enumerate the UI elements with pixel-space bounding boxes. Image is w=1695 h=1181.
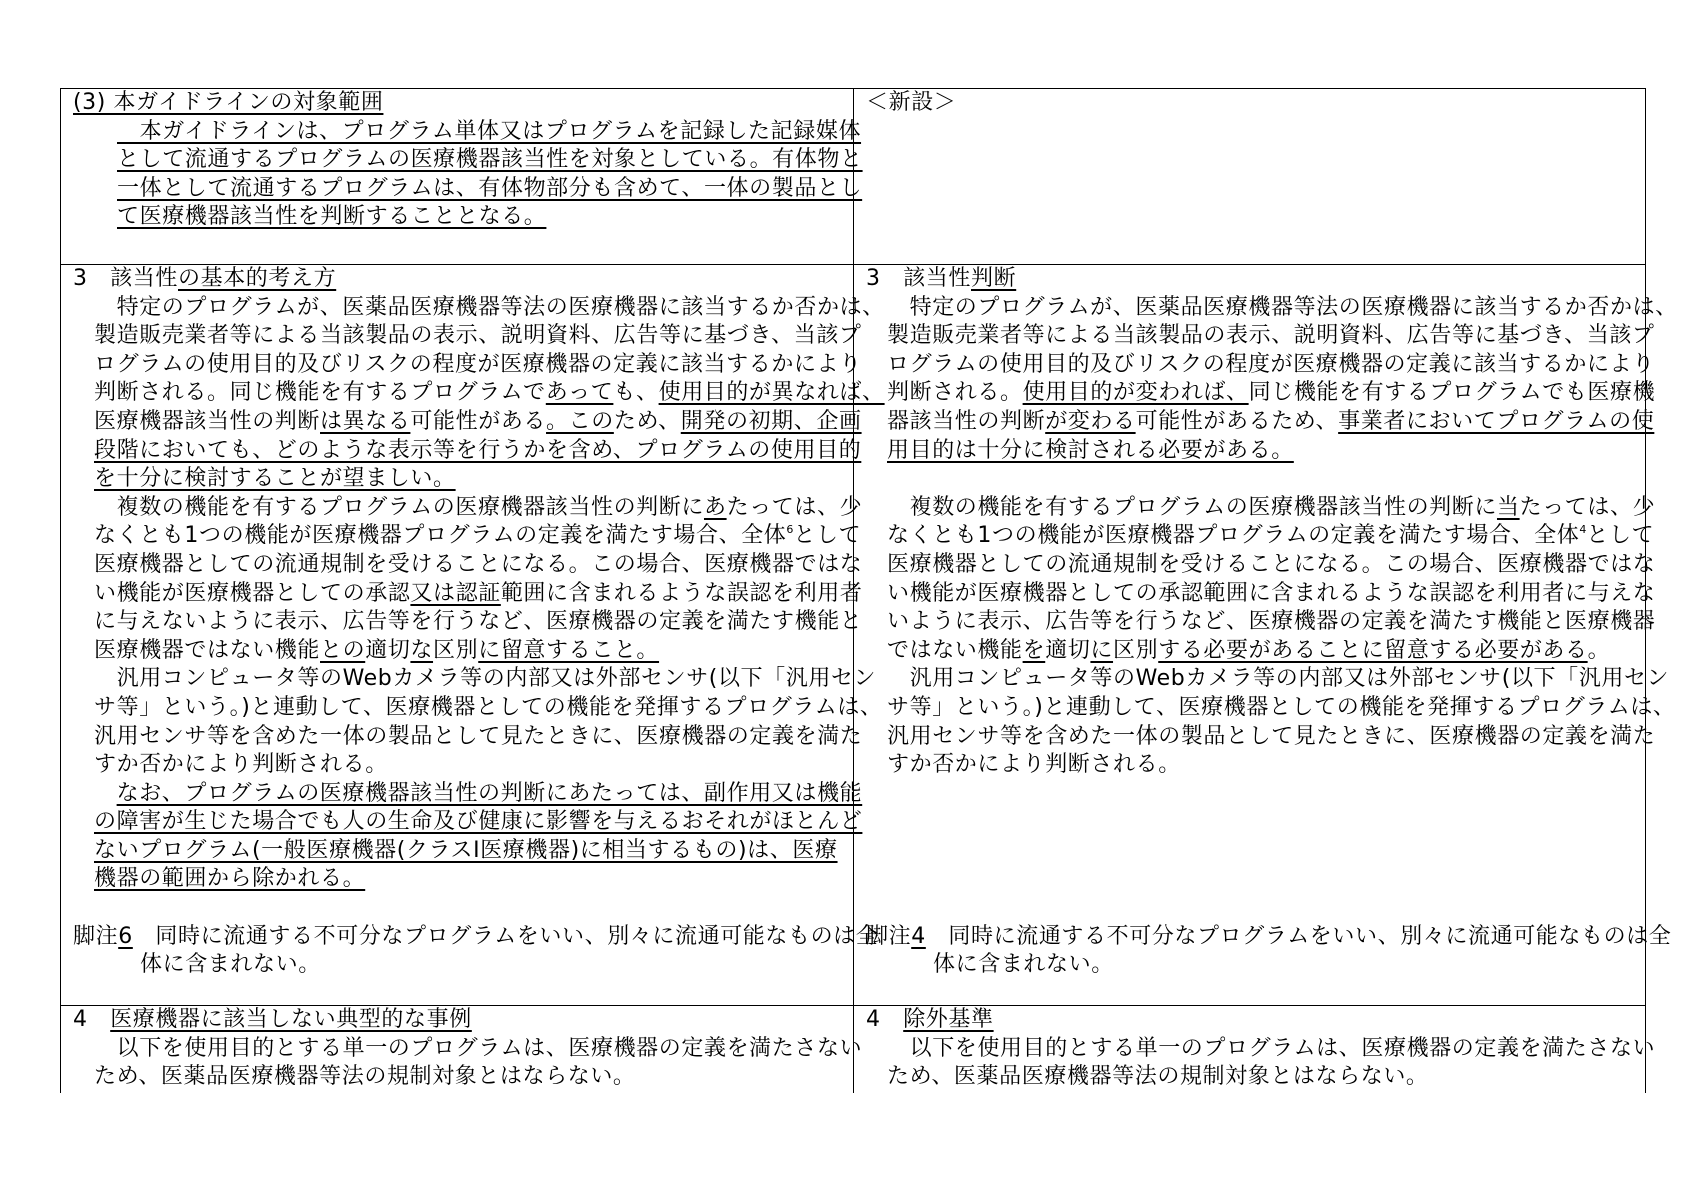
text-segment: 体に含まれない。 <box>933 952 1114 978</box>
text-line <box>94 379 885 408</box>
text-segment: 3 該当性 <box>73 266 178 291</box>
underlined-text: なお、プログラムの医療機器該当性の判断にあたっては、副作用又は機能 <box>116 780 863 806</box>
underlined-text: あって <box>545 380 614 406</box>
text-line <box>887 808 1645 837</box>
text-line <box>117 175 863 204</box>
text-line <box>94 694 883 723</box>
underlined-text: が変わる <box>1045 408 1136 434</box>
underlined-text: 段階においても、どのような表示等を行うかを含め、プログラムの使用目的 <box>94 437 862 463</box>
text-segment: ではない機能 <box>887 637 1023 663</box>
text-segment: も、 <box>613 380 659 406</box>
text-line <box>887 723 1656 752</box>
text-segment: 適切 <box>365 637 411 663</box>
text-line <box>94 780 863 809</box>
text-segment: として <box>793 523 862 549</box>
text-segment: たっては、少 <box>726 494 863 520</box>
comparison-table <box>60 88 1678 1093</box>
text-line <box>887 780 1645 809</box>
table-row <box>60 88 1646 264</box>
text-line <box>117 118 862 147</box>
revised-text-cell <box>60 265 885 1005</box>
text-segment: として <box>1586 523 1655 549</box>
table-row <box>60 264 1678 1005</box>
underlined-text: に留意すること。 <box>478 637 660 663</box>
underlined-text: 又は認証 <box>410 580 501 606</box>
text-segment: たっては、少 <box>1519 494 1656 520</box>
text-segment: 4 <box>73 1007 111 1032</box>
text-segment: 同時に流通する不可分なプログラムをいい、別々に流通可能なものは全 <box>132 923 879 949</box>
underlined-text: 本ガイドラインは、プログラム単体又はプログラムを記録した記録媒体 <box>117 118 862 144</box>
text-segment: 特定のプログラムが、医薬品医療機器等法の医療機器に該当するか否かは、 <box>94 294 885 320</box>
underlined-text: (3) 本ガイドラインの対象範囲 <box>73 90 384 115</box>
text-line <box>887 751 1645 780</box>
text-line <box>94 637 853 666</box>
text-line <box>94 437 862 466</box>
text-line <box>94 665 877 694</box>
text-segment: 脚注 <box>866 923 912 949</box>
text-segment: 3 該当性 <box>866 266 971 291</box>
text-line <box>887 351 1655 380</box>
text-line <box>887 665 1670 694</box>
text-segment: ため、 <box>613 408 681 434</box>
underlined-text: の障害が生じた場合でも人の生命及び健康に影響を与えるおそれがほとんど <box>94 809 863 835</box>
revised-text-cell <box>60 89 863 264</box>
underlined-text: 6 <box>118 923 133 949</box>
text-segment: 4 <box>866 1007 904 1032</box>
table-row <box>60 1005 1656 1093</box>
underlined-text: に <box>1090 637 1114 663</box>
text-line <box>117 146 863 175</box>
text-segment: 適切 <box>1045 637 1091 663</box>
underlined-text: 除外基準 <box>903 1007 994 1032</box>
text-line <box>887 894 1645 923</box>
text-segment: 医療機器としての流通規制を受けることになる。この場合、医療機器ではな <box>94 551 863 577</box>
text-segment: 汎用センサ等を含めた一体の製品として見たときに、医療機器の定義を満た <box>887 723 1656 749</box>
text-line <box>94 1035 863 1064</box>
text-segment: ＜新設＞ <box>866 90 957 115</box>
text-line <box>887 694 1676 723</box>
text-segment: すか否かにより判断される。 <box>94 752 388 778</box>
text-line <box>887 465 1645 494</box>
text-line <box>94 608 863 637</box>
text-line <box>887 608 1656 637</box>
section-heading-line <box>73 265 853 294</box>
text-segment: 区別 <box>433 637 479 663</box>
text-segment: 特定のプログラムが、医薬品医療機器等法の医療機器に該当するか否かは、 <box>887 294 1678 320</box>
text-line <box>94 723 863 752</box>
text-segment: に与えないように表示、広告等を行うなど、医療機器の定義を満たす機能と <box>94 609 863 635</box>
text-line <box>887 437 1645 466</box>
underlined-text: な <box>410 637 434 663</box>
underlined-text: との <box>320 637 366 663</box>
text-segment: 同時に流通する不可分なプログラムをいい、別々に流通可能なものは全 <box>925 923 1672 949</box>
text-segment: 器該当性の判断 <box>887 408 1046 434</box>
underlined-text: 。この <box>546 408 614 434</box>
text-segment: 可能性があるため、 <box>1135 408 1339 434</box>
text-line <box>94 751 853 780</box>
text-line <box>94 837 853 866</box>
underlined-text: 4 <box>911 923 926 949</box>
text-segment: 範囲に含まれるような誤認を利用者 <box>500 580 863 606</box>
text-line <box>94 494 863 523</box>
text-line <box>887 1063 1645 1092</box>
text-segment: 。 <box>1587 637 1611 663</box>
text-segment: 製造販売業者等による当該製品の表示、説明資料、広告等に基づき、当該プ <box>887 323 1655 349</box>
text-segment: すか否かにより判断される。 <box>887 752 1181 778</box>
text-segment: ログラムの使用目的及びリスクの程度が医療機器の定義に該当するかにより <box>887 351 1655 377</box>
text-segment: 判断される。 <box>887 380 1023 406</box>
underlined-text: として流通するプログラムの医療機器該当性を対象としている。有体物と <box>117 147 863 173</box>
section-heading-line <box>866 89 1645 118</box>
text-line <box>887 865 1645 894</box>
underlined-text: の基本的考え方 <box>178 266 337 291</box>
text-line <box>140 951 853 980</box>
underlined-text: 判断 <box>971 266 1017 291</box>
text-line <box>887 294 1678 323</box>
text-line <box>887 379 1656 408</box>
text-line <box>94 351 862 380</box>
text-segment: ログラムの使用目的及びリスクの程度が医療機器の定義に該当するかにより <box>94 351 862 377</box>
text-line <box>117 203 853 232</box>
underlined-text: 使用目的が異なれば、 <box>658 380 885 406</box>
text-segment: いように表示、広告等を行うなど、医療機器の定義を満たす機能と医療機器 <box>887 609 1656 635</box>
underlined-text: は異なる <box>320 408 411 434</box>
underlined-text: 当 <box>1496 494 1520 520</box>
text-segment: サ等」という。)と連動して、医療機器としての機能を発揮するプログラムは、 <box>887 694 1676 720</box>
text-segment: 汎用コンピュータ等のWebカメラ等の内部又は外部センサ(以下「汎用セン <box>887 666 1670 692</box>
text-segment: なくとも1つの機能が医療機器プログラムの定義を満たす場合、全体 <box>94 523 787 549</box>
text-line <box>887 494 1656 523</box>
text-segment: い機能が医療機器としての承認範囲に含まれるような誤認を利用者に与えな <box>887 580 1656 606</box>
text-line <box>94 580 863 609</box>
text-segment: ため、医薬品医療機器等法の規制対象とはならない。 <box>94 1064 636 1090</box>
footnote-reference: 6 <box>786 523 794 537</box>
text-segment: 医療機器該当性の判断 <box>94 408 321 434</box>
underlined-text: を十分に検討することが望ましい。 <box>94 466 456 492</box>
text-segment: 複数の機能を有するプログラムの医療機器該当性の判断に <box>94 494 704 520</box>
section-heading-line <box>866 265 1645 294</box>
underlined-text: 使用目的が変われば、 <box>1022 380 1249 406</box>
underlined-text: あ <box>703 494 727 520</box>
text-segment: 汎用コンピュータ等のWebカメラ等の内部又は外部センサ(以下「汎用セン <box>94 666 877 692</box>
text-line <box>94 894 853 923</box>
text-segment: い機能が医療機器としての承認 <box>94 580 411 606</box>
text-line <box>94 294 885 323</box>
text-segment: 汎用センサ等を含めた一体の製品として見たときに、医療機器の定義を満た <box>94 723 863 749</box>
footnote-reference: 4 <box>1579 523 1587 537</box>
text-line <box>94 865 853 894</box>
text-segment: サ等」という。)と連動して、医療機器としての機能を発揮するプログラムは、 <box>94 694 883 720</box>
section-heading-line <box>73 89 853 118</box>
text-line <box>887 551 1656 580</box>
text-line <box>94 465 853 494</box>
section-heading-line <box>73 923 879 952</box>
text-segment: 脚注 <box>73 923 119 949</box>
text-line <box>94 522 862 551</box>
text-line <box>887 837 1645 866</box>
section-heading-line <box>866 1006 1645 1035</box>
text-segment: 製造販売業者等による当該製品の表示、説明資料、広告等に基づき、当該プ <box>94 323 862 349</box>
current-text-cell <box>853 89 1646 264</box>
underlined-text: 開発の初期、企画 <box>680 408 862 434</box>
underlined-text: を <box>1022 637 1046 663</box>
underlined-text: て医療機器該当性を判断することとなる。 <box>117 204 547 230</box>
underlined-text: する必要があることに留意する必要がある <box>1158 637 1588 663</box>
text-line <box>887 637 1645 666</box>
text-line <box>887 1035 1656 1064</box>
text-line <box>94 408 862 437</box>
text-line <box>94 1063 853 1092</box>
underlined-text: 一体として流通するプログラムは、有体物部分も含めて、一体の製品とし <box>117 175 863 201</box>
text-line <box>887 522 1655 551</box>
text-line <box>94 322 862 351</box>
text-segment: 区別 <box>1113 637 1159 663</box>
underlined-text: 医療機器に該当しない典型的な事例 <box>110 1007 472 1032</box>
text-segment: 複数の機能を有するプログラムの医療機器該当性の判断に <box>887 494 1497 520</box>
text-segment <box>94 781 117 806</box>
text-line <box>933 951 1645 980</box>
current-text-cell <box>853 1006 1656 1093</box>
revised-text-cell <box>60 1006 863 1093</box>
text-segment: なくとも1つの機能が医療機器プログラムの定義を満たす場合、全体 <box>887 523 1580 549</box>
text-line <box>887 580 1656 609</box>
text-segment: 同じ機能を有するプログラムでも医療機 <box>1248 380 1656 406</box>
text-segment: ため、医薬品医療機器等法の規制対象とはならない。 <box>887 1064 1429 1090</box>
text-segment: 体に含まれない。 <box>140 952 321 978</box>
current-text-cell <box>853 265 1678 1005</box>
underlined-text: 用目的は十分に検討される必要がある。 <box>887 437 1294 463</box>
text-segment: 医療機器ではない機能 <box>94 637 321 663</box>
text-line <box>94 808 863 837</box>
section-heading-line <box>866 923 1672 952</box>
text-segment: 以下を使用目的とする単一のプログラムは、医療機器の定義を満たさない <box>94 1035 863 1061</box>
text-segment: 可能性がある <box>410 408 547 434</box>
text-line <box>887 408 1655 437</box>
underlined-text: ないプログラム(一般医療機器(クラスⅠ医療機器)に相当するもの)は、医療 <box>94 837 838 863</box>
underlined-text: 事業者においてプログラムの使 <box>1338 408 1655 434</box>
text-line <box>94 551 863 580</box>
text-segment: 医療機器としての流通規制を受けることになる。この場合、医療機器ではな <box>887 551 1656 577</box>
text-segment: 判断される。同じ機能を有するプログラムで <box>94 380 546 406</box>
section-heading-line <box>73 1006 853 1035</box>
text-line <box>887 322 1655 351</box>
underlined-text: 機器の範囲から除かれる。 <box>94 866 366 892</box>
text-segment: 以下を使用目的とする単一のプログラムは、医療機器の定義を満たさない <box>887 1035 1656 1061</box>
